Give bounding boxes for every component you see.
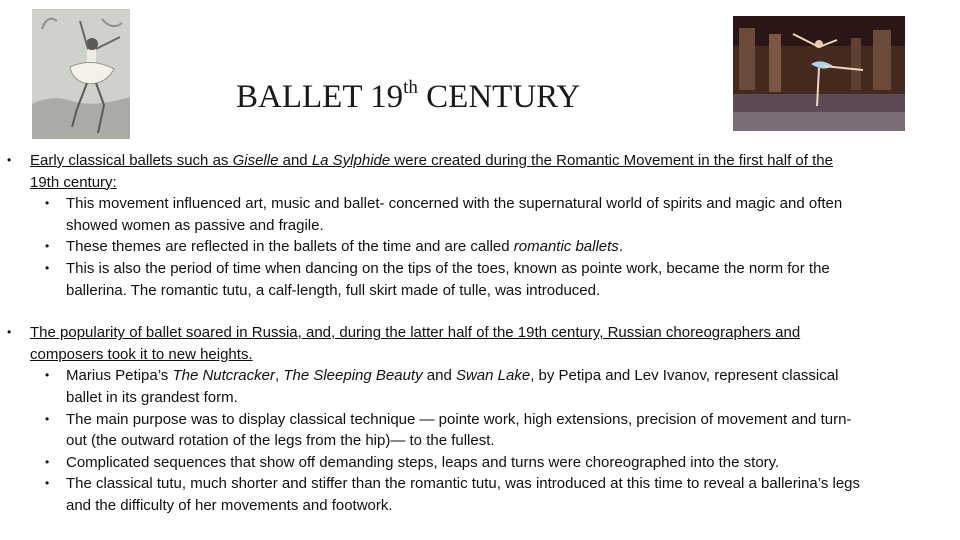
bullet-dot: • [45,411,50,426]
sub-bullet: • The classical tutu, much shorter and stiffer than the romantic tutu, was introduced at this time to reveal a ballerina’s legs and the difficulty of her movements and footwork. [45,475,861,514]
bullet-dot: • [7,325,12,340]
sub-bullet: • This is also the period of time when dancing on the tips of the toes, known as pointe work, became the norm for the ballerina. The romantic tutu, a calf-length, full skirt made of tulle, was introduced. [45,259,830,299]
bullet-dot: • [45,260,50,275]
bullet-dot: • [7,153,12,167]
bullet-dot: • [45,368,50,383]
bullet-dot: • [45,476,50,491]
bullet-dot: • [45,454,50,469]
ballet-stage-photo [733,16,905,131]
page-title: BALLET 19th CENTURY [236,77,581,115]
sub-bullet: • The main purpose was to display classical technique — pointe work, high extensions, precision of movement and turn-out (the outward rotation of the legs from the hip)— to the fullest. [45,410,852,450]
bullet-dot: • [45,239,50,254]
sub-bullet: • Complicated sequences that show off demanding steps, leaps and turns were choreographed into the story. [0,452,866,474]
stage-photo-drawing [733,16,905,131]
bullet-dot: • [45,196,50,211]
bullet-content [0,150,960,517]
sub-bullet: • Marius Petipa’s The Nutcracker, The Sleeping Beauty and Swan Lake, by Petipa and Lev Ivanov, represent classical ballet in its grandest form. [45,367,839,406]
sub-bullet: • These themes are reflected in the ballets of the time and are called romantic ballets. [0,236,866,258]
section-heading-russia: • The popularity of ballet soared in Russia, and, during the latter half of the 19th century, Russian choreographers and composers took it to new heights. [7,324,801,363]
section-heading-romantic: • Early classical ballets such as Giselle and La Sylphide were created during the Romantic Movement in the first half of the 19th century: [7,152,833,191]
ballerina-engraving-image [32,9,130,139]
sub-bullet: • This movement influenced art, music and ballet- concerned with the supernatural world of spirits and magic and often showed women as passive and fragile. [45,195,843,234]
engraving-drawing [32,9,130,139]
